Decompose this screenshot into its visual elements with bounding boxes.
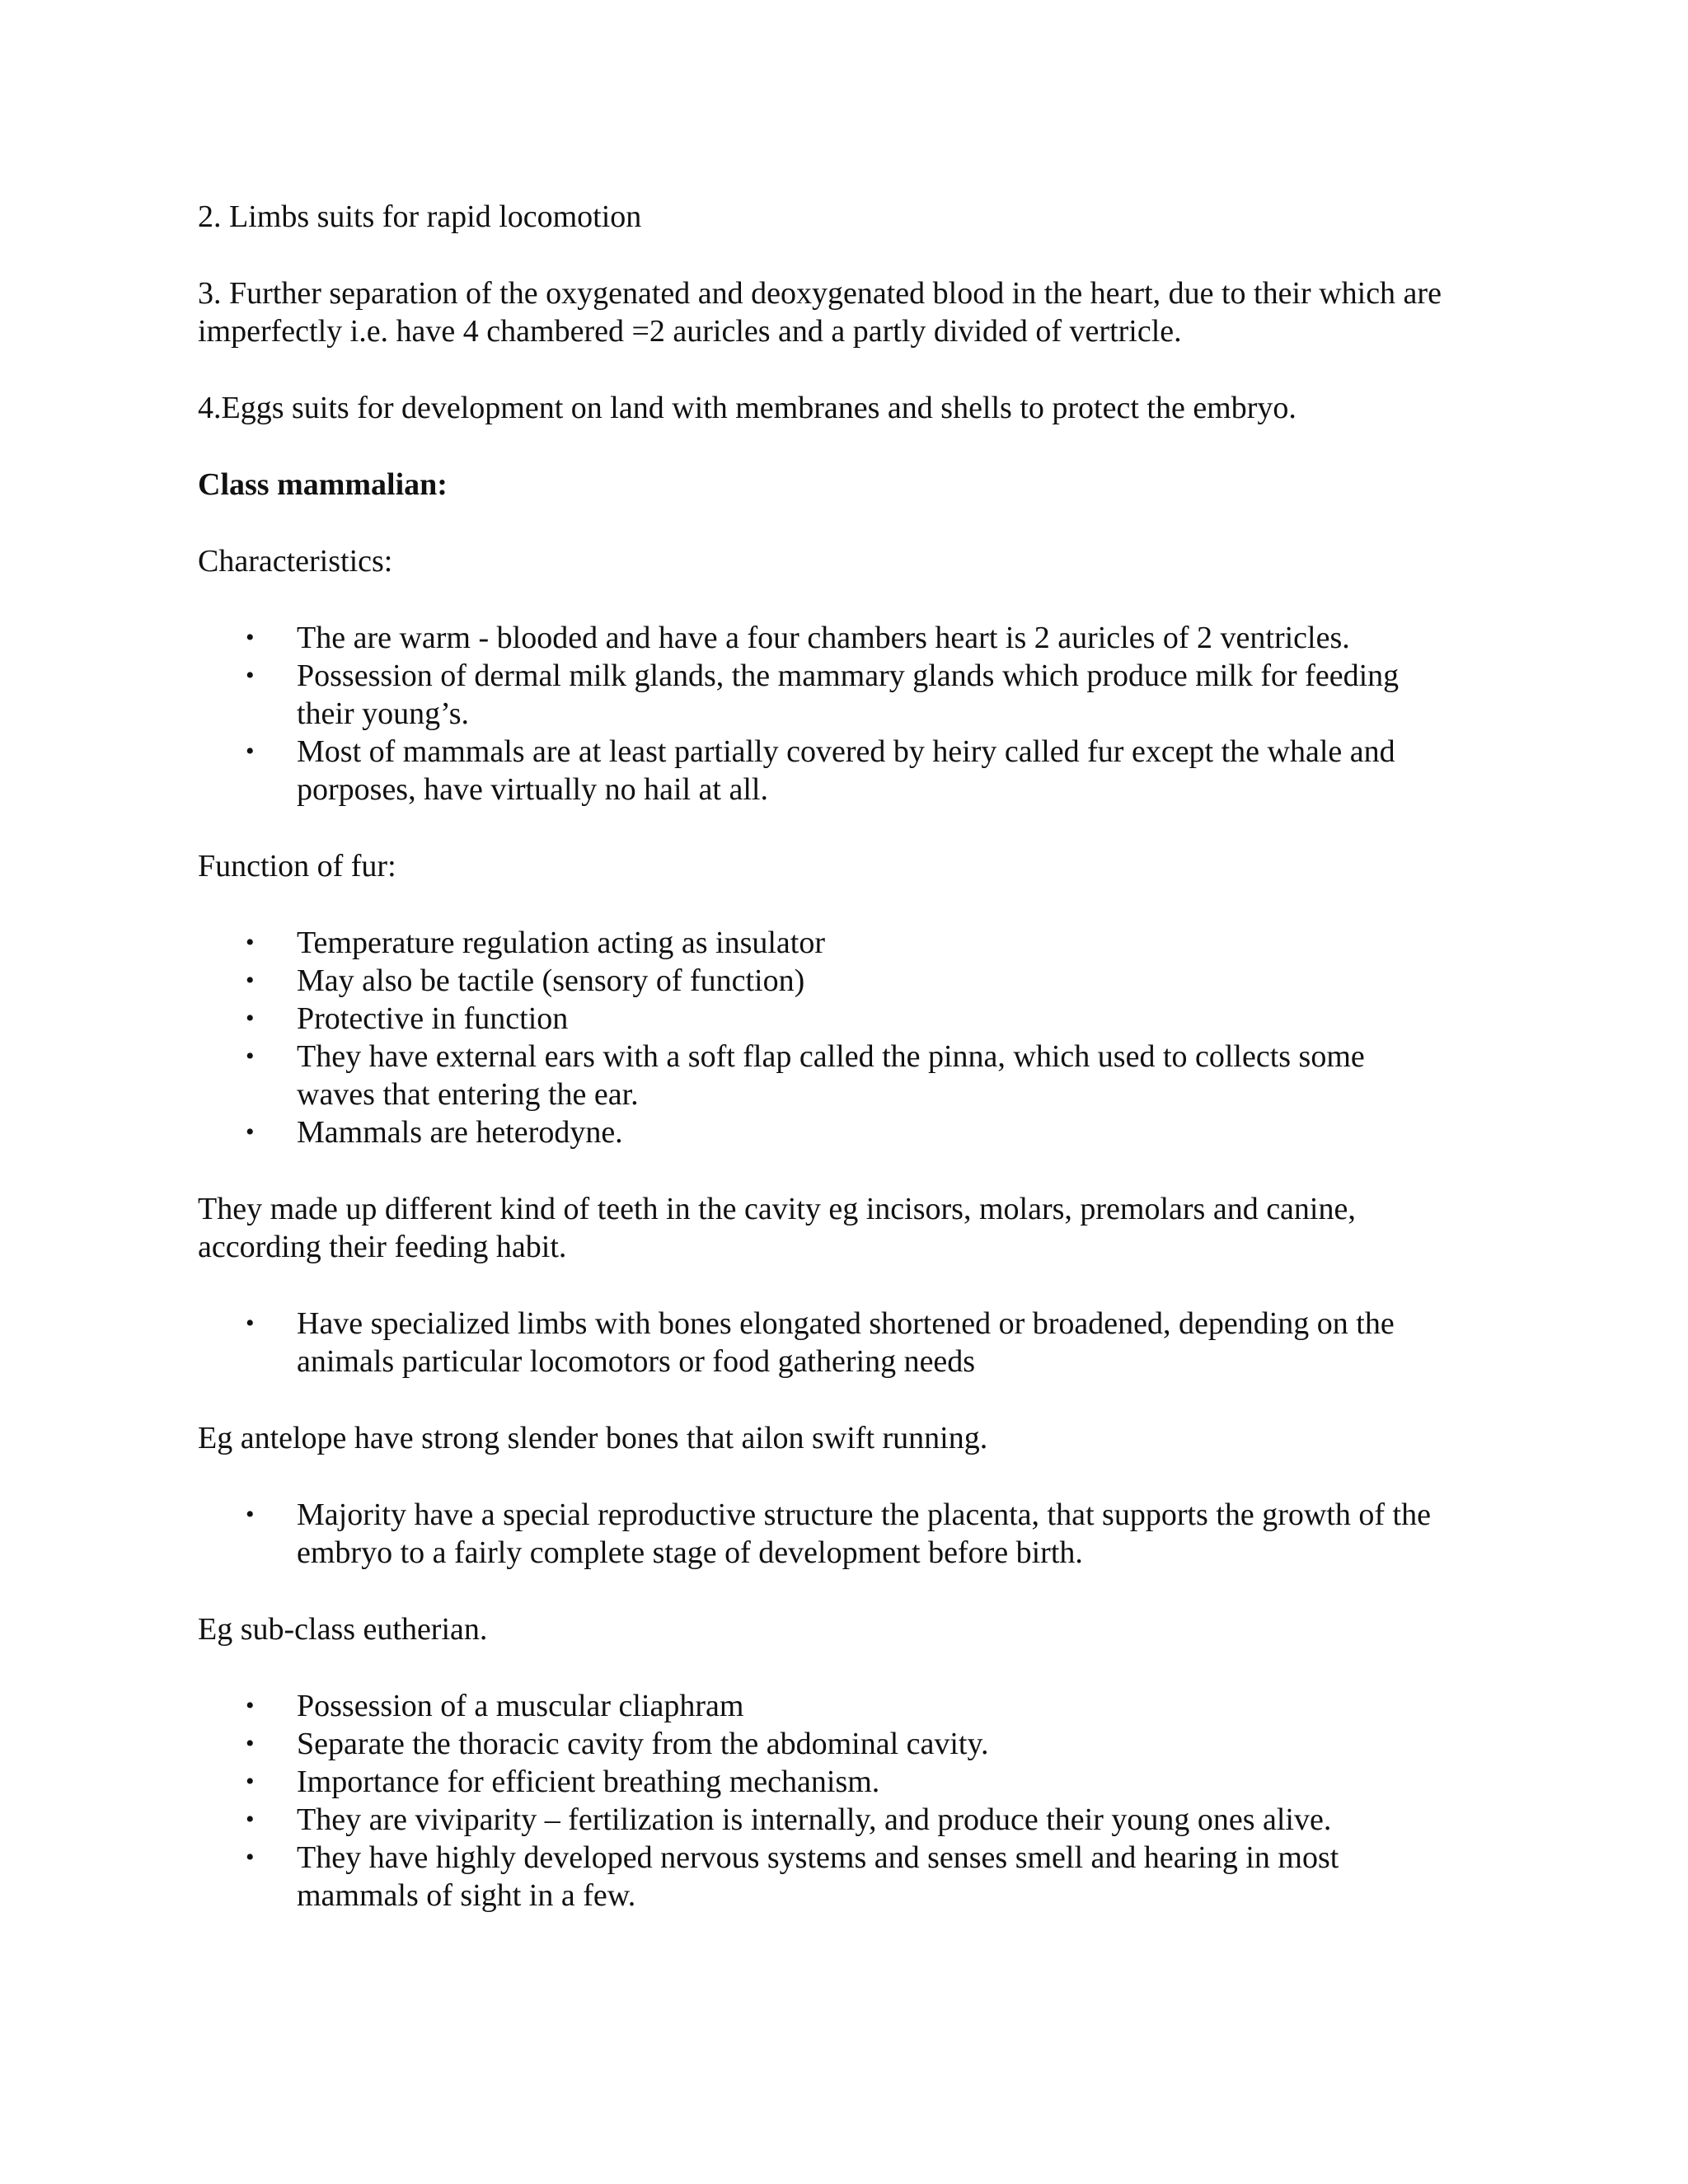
label-function-of-fur: Function of fur: <box>198 849 396 883</box>
list-item: • Temperature regulation acting as insulator <box>246 926 825 960</box>
bullet-icon: • <box>246 1768 255 1795</box>
bullet-icon: • <box>246 967 255 994</box>
paragraph-eggs: 4.Eggs suits for development on land with membranes and shells to protect the embryo. <box>198 391 1296 425</box>
list-placenta <box>198 1496 1451 1572</box>
section-heading-class-mammalian: Class mammalian: <box>198 467 448 502</box>
list-item: • Most of mammals are at least partially covered by heiry called fur except the whale and porposes, have virtually no hail at all. <box>246 734 1395 807</box>
list-item: • Separate the thoracic cavity from the abdominal cavity. <box>246 1727 989 1761</box>
bullet-icon: • <box>246 1501 255 1528</box>
bullet-icon: • <box>246 929 255 956</box>
bullet-icon: • <box>246 1730 255 1757</box>
list-item: • Mammals are heterodyne. <box>246 1115 623 1150</box>
bullet-icon: • <box>246 1118 255 1146</box>
list-item: • The are warm - blooded and have a four chambers heart is 2 auricles of 2 ventricles. <box>246 621 1350 655</box>
bullet-icon: • <box>246 1692 255 1719</box>
bullet-icon: • <box>246 738 255 765</box>
list-item: • They have highly developed nervous systems and senses smell and hearing in most mammals of sight in a few. <box>246 1840 1339 1913</box>
list-item: • Possession of dermal milk glands, the mammary glands which produce milk for feeding their young’s. <box>246 658 1400 731</box>
document-page <box>198 198 1451 1953</box>
list-item: • Have specialized limbs with bones elongated shortened or broadened, depending on the animals particular locomotors or food gathering needs <box>246 1306 1395 1379</box>
paragraph-antelope: Eg antelope have strong slender bones that ailon swift running. <box>198 1421 988 1455</box>
bullet-icon: • <box>246 1806 255 1833</box>
list-eutherian <box>198 1687 1451 1915</box>
label-characteristics: Characteristics: <box>198 544 393 579</box>
list-item: • Importance for efficient breathing mechanism. <box>246 1765 880 1799</box>
bullet-icon: • <box>246 1310 255 1337</box>
bullet-icon: • <box>246 1043 255 1070</box>
bullet-icon: • <box>246 624 255 651</box>
list-item: • Protective in function <box>246 1001 569 1036</box>
bullet-icon: • <box>246 1844 255 1871</box>
paragraph-limbs: 2. Limbs suits for rapid locomotion <box>198 199 642 234</box>
list-fur-functions <box>198 924 1451 1151</box>
list-item: • They have external ears with a soft flap called the pinna, which used to collects some waves that entering the ear. <box>246 1039 1365 1112</box>
list-item: • They are viviparity – fertilization is internally, and produce their young ones alive. <box>246 1802 1332 1837</box>
bullet-icon: • <box>246 1005 255 1032</box>
list-item: • Majority have a special reproductive structure the placenta, that supports the growth of the embryo to a fairly complete stage of development before birth. <box>246 1497 1431 1570</box>
paragraph-eutherian: Eg sub-class eutherian. <box>198 1612 488 1647</box>
paragraph-teeth: They made up different kind of teeth in the cavity eg incisors, molars, premolars and canine, according their feeding habit. <box>198 1192 1356 1264</box>
list-item: • Possession of a muscular cliaphram <box>246 1689 744 1723</box>
list-item: • May also be tactile (sensory of function) <box>246 963 805 998</box>
paragraph-heart-separation: 3. Further separation of the oxygenated and deoxygenated blood in the heart, due to their which are imperfectly i.e. have 4 chambered =2 auricles and a partly divided of vertricle. <box>198 276 1442 349</box>
list-characteristics <box>198 619 1451 808</box>
bullet-icon: • <box>246 662 255 689</box>
list-limbs <box>198 1305 1451 1380</box>
